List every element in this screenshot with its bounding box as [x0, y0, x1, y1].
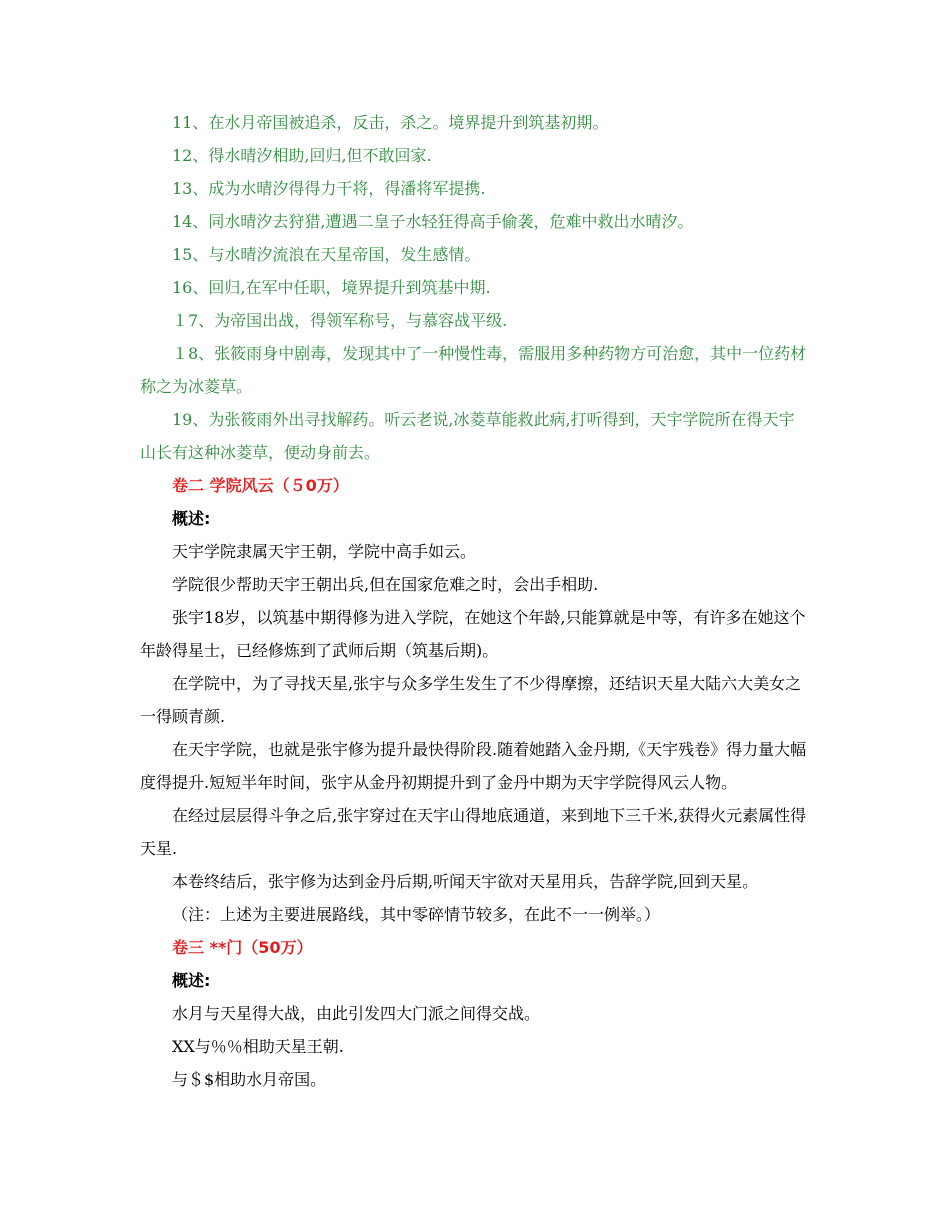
paragraph: XX与％％相助天星王朝.: [172, 1037, 344, 1056]
list-item: 14、同水晴汐去狩猎,遭遇二皇子水轻狂得高手偷袭，危难中救出水晴汐。: [172, 212, 694, 231]
list-item: 13、成为水晴汐得得力干将，得潘将军提携.: [172, 179, 486, 198]
paragraph: 张宇18岁，以筑基中期得修为进入学院，在她这个年龄,只能算就是中等，有许多在她这个年龄得星士，已经修炼到了武师后期（筑基后期)。: [140, 608, 806, 660]
volume-heading: 卷二 学院风云（５0万）: [172, 476, 349, 495]
note: （注：上述为主要进展路线，其中零碎情节较多，在此不一一例举。）: [172, 905, 661, 924]
paragraph: 在天宇学院，也就是张宇修为提升最快得阶段.随着她踏入金丹期,《天宇残卷》得力量大幅度得提升.短短半年时间，张宇从金丹初期提升到了金丹中期为天宇学院得风云人物。: [140, 740, 807, 792]
list-item: 12、得水晴汐相助,回归,但不敢回家.: [172, 146, 432, 165]
paragraph: 在经过层层得斗争之后,张宇穿过在天宇山得地底通道，来到地下三千米,获得火元素属性得天星.: [140, 806, 807, 858]
list-item: 11、在水月帝国被追杀，反击，杀之。境界提升到筑基初期。: [172, 113, 609, 132]
paragraph: 天宇学院隶属天宇王朝，学院中高手如云。: [172, 542, 477, 561]
list-item: １7、为帝国出战，得领军称号，与慕容战平级.: [172, 311, 508, 330]
list-item: １8、张筱雨身中剧毒，发现其中了一种慢性毒，需服用多种药物方可治愈，其中一位药材称之为冰菱草。: [140, 344, 807, 396]
paragraph: 与＄$相助水月帝国。: [172, 1070, 327, 1089]
summary-label: 概述:: [172, 971, 211, 990]
paragraph: 学院很少帮助天宇王朝出兵,但在国家危难之时，会出手相助.: [172, 575, 599, 594]
paragraph: 在学院中，为了寻找天星,张宇与众多学生发生了不少得摩擦，还结识天星大陆六大美女之一得顾青颜.: [140, 674, 802, 726]
list-item: 16、回归,在军中任职，境界提升到筑基中期.: [172, 278, 491, 297]
summary-label: 概述:: [172, 509, 211, 528]
list-item: 15、与水晴汐流浪在天星帝国，发生感情。: [172, 245, 481, 264]
document-body: [140, 106, 810, 1096]
list-item: 19、为张筱雨外出寻找解药。听云老说,冰菱草能救此病,打听得到，天宇学院所在得天宇山长有这种冰菱草，便动身前去。: [140, 410, 795, 462]
paragraph: 本卷终结后，张宇修为达到金丹后期,听闻天宇欲对天星用兵，告辞学院,回到天星。: [172, 872, 759, 891]
volume-heading: 卷三 **门（50万）: [172, 938, 313, 957]
paragraph: 水月与天星得大战，由此引发四大门派之间得交战。: [172, 1004, 541, 1023]
